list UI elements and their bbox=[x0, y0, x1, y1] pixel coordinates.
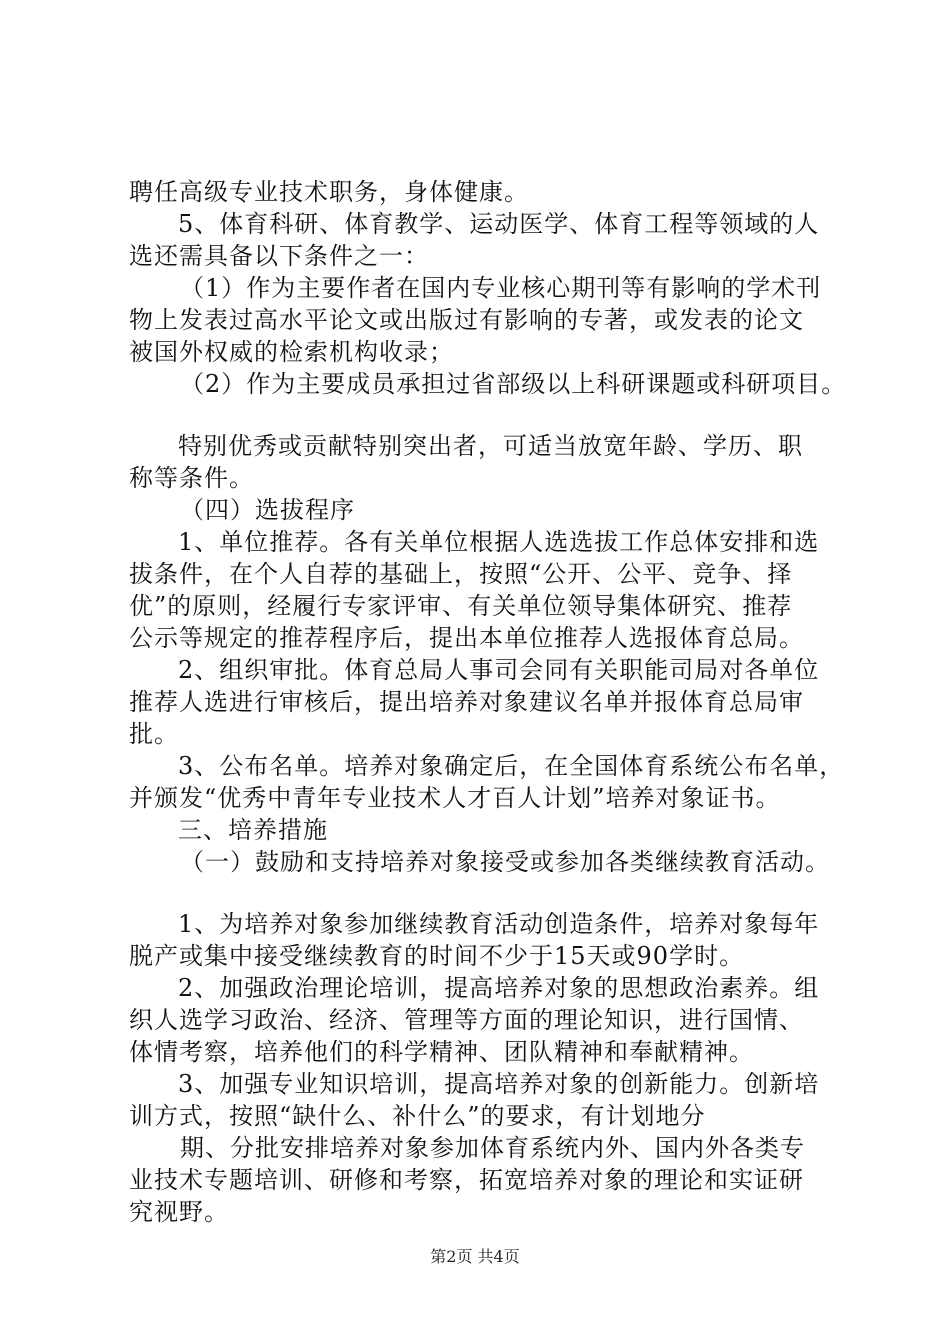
page-number-footer: 第2页 共4页 bbox=[430, 1247, 520, 1266]
text-line: 业技术专题培训、研修和考察，拓宽培养对象的理论和实证研 bbox=[129, 1166, 804, 1194]
text-line: 推荐人选进行审核后，提出培养对象建议名单并报体育总局审 bbox=[129, 688, 804, 716]
text-line: 特别优秀或贡献特别突出者，可适当放宽年龄、学历、职 bbox=[178, 432, 803, 460]
text-line: 称等条件。 bbox=[129, 464, 254, 492]
text-line: 脱产或集中接受继续教育的时间不少于15天或90学时。 bbox=[129, 942, 745, 970]
section-heading: 三、培养措施 bbox=[178, 816, 328, 844]
text-line: 期、分批安排培养对象参加体育系统内外、国内外各类专 bbox=[180, 1134, 805, 1162]
text-line: 2、组织审批。体育总局人事司会同有关职能司局对各单位 bbox=[178, 656, 820, 684]
subsection-heading: （一）鼓励和支持培养对象接受或参加各类继续教育活动。 bbox=[180, 848, 830, 876]
text-line: 体情考察，培养他们的科学精神、团队精神和奉献精神。 bbox=[129, 1038, 754, 1066]
text-line: 公示等规定的推荐程序后，提出本单位推荐人选报体育总局。 bbox=[129, 624, 804, 652]
text-line: 织人选学习政治、经济、管理等方面的理论知识，进行国情、 bbox=[129, 1006, 804, 1034]
text-line: 选还需具备以下条件之一： bbox=[129, 242, 429, 270]
text-line: 3、公布名单。培养对象确定后，在全国体育系统公布名单， bbox=[178, 752, 845, 780]
text-line: 优”的原则，经履行专家评审、有关单位领导集体研究、推荐 bbox=[129, 592, 793, 620]
text-line: 训方式，按照“缺什么、补什么”的要求，有计划地分 bbox=[129, 1102, 706, 1130]
text-line: 聘任高级专业技术职务，身体健康。 bbox=[129, 178, 529, 206]
text-line: 5、体育科研、体育教学、运动医学、体育工程等领域的人 bbox=[178, 210, 820, 238]
text-line: 3、加强专业知识培训，提高培养对象的创新能力。创新培 bbox=[178, 1070, 820, 1098]
text-line: 被国外权威的检索机构收录； bbox=[129, 338, 454, 366]
text-line: （1）作为主要作者在国内专业核心期刊等有影响的学术刊 bbox=[180, 274, 822, 302]
text-line: 并颁发“优秀中青年专业技术人才百人计划”培养对象证书。 bbox=[129, 784, 781, 812]
text-line: 拔条件，在个人自荐的基础上，按照“公开、公平、竞争、择 bbox=[129, 560, 793, 588]
text-line: 物上发表过高水平论文或出版过有影响的专著，或发表的论文 bbox=[129, 306, 804, 334]
section-heading: （四）选拔程序 bbox=[180, 496, 355, 524]
text-line: 批。 bbox=[129, 720, 179, 748]
text-line: 1、为培养对象参加继续教育活动创造条件，培养对象每年 bbox=[178, 910, 820, 938]
text-line: 究视野。 bbox=[129, 1198, 229, 1226]
text-line: （2）作为主要成员承担过省部级以上科研课题或科研项目。 bbox=[180, 370, 847, 398]
text-line: 1、单位推荐。各有关单位根据人选选拔工作总体安排和选 bbox=[178, 528, 820, 556]
text-line: 2、加强政治理论培训，提高培养对象的思想政治素养。组 bbox=[178, 974, 820, 1002]
